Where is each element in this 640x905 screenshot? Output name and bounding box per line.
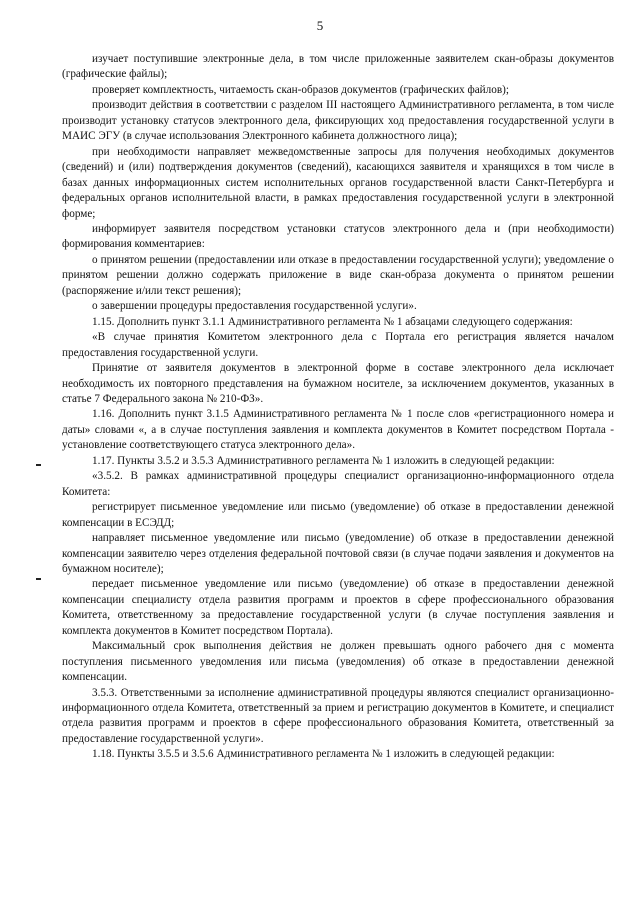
paragraph: о принятом решении (предоставлении или отказе в предоставлении государственной услуги); уведомление о принятом решении должно содержать приложение в виде скан-образа документа о принятом решении (распоряжение и/или текст решения); bbox=[62, 253, 614, 297]
paragraph: передает письменное уведомление или письмо (уведомление) об отказе в предоставлении денежной компенсации специалисту отдела развития программ и проектов в сфере профессионального образования Комитета, ответственному за предоставление государственной услуги (в случае поступления заявления и комплекта документов в Комитет посредством Портала). bbox=[62, 578, 614, 637]
paragraph: регистрирует письменное уведомление или письмо (уведомление) об отказе в предоставлении денежной компенсации в ЕСЭДД; bbox=[62, 501, 614, 529]
page-number: 5 bbox=[316, 18, 324, 33]
paragraph: 3.5.3. Ответственными за исполнение административной процедуры являются специалист организационно-информационного отдела Комитета, ответственный за прием и регистрацию документов в Комитете, и специалист отдела развития программ и проектов в сфере профессионального образования Комитета, ответственный за предоставление государственной услуги». bbox=[62, 686, 614, 745]
paragraph: Принятие от заявителя документов в электронной форме в составе электронного дела исключает необходимость их повторного представления на бумажном носителе, за исключением документов, указанных в статье 7 Федерального закона № 210-ФЗ». bbox=[62, 362, 614, 405]
paragraph: проверяет комплектность, читаемость скан-образов документов (графических файлов); bbox=[92, 83, 509, 96]
paragraph: производит действия в соответствии с разделом III настоящего Административного регламента, в том числе производит установку статусов электронного дела, фиксирующих ход предоставления государственной услуги в МАИС ЭГУ (в случае использования Электронного кабинета должностного лица); bbox=[62, 99, 614, 143]
paragraph: 1.18. Пункты 3.5.5 и 3.5.6 Административного регламента № 1 изложить в следующей редакции: bbox=[92, 748, 555, 761]
paragraph: 1.17. Пункты 3.5.2 и 3.5.3 Административного регламента № 1 изложить в следующей редакции: bbox=[92, 454, 555, 467]
paragraph: «3.5.2. В рамках административной процедуры специалист организационно-информационного отдела Комитета: bbox=[62, 470, 614, 498]
scan-mark bbox=[36, 464, 41, 466]
paragraph: «В случае принятия Комитетом электронного дела с Портала его регистрация является началом предоставления государственной услуги. bbox=[62, 331, 614, 359]
paragraph: 1.15. Дополнить пункт 3.1.1 Административного регламента № 1 абзацами следующего содержания: bbox=[92, 315, 573, 328]
paragraph: при необходимости направляет межведомственные запросы для получения необходимых документов (сведений) и (или) подтверждения документов (сведений), касающихся заявителя и хранящихся в том числе в базах данных информационных систем исполнительных органов государственной власти Санкт-Петербурга и федеральных органов исполнительной власти, в рамках предоставления государственной услуги в электронной форме; bbox=[62, 145, 614, 220]
paragraph: 1.16. Дополнить пункт 3.1.5 Административного регламента № 1 после слов «регистрационного номера и даты» словами «, а в случае поступления заявления и комплекта документов в Комитет посредством Портала - установление соответствующего статуса электронного дела». bbox=[62, 408, 614, 452]
paragraph: направляет письменное уведомление или письмо (уведомление) об отказе в предоставлении денежной компенсации заявителю через отделения федеральной почтовой связи (в случае подачи заявления и документов на бумажном носителе); bbox=[62, 532, 614, 575]
paragraph: о завершении процедуры предоставления государственной услуги». bbox=[92, 300, 417, 313]
paragraph: информирует заявителя посредством установки статусов электронного дела и (при необходимости) формирования комментариев: bbox=[62, 222, 614, 251]
document-body bbox=[62, 52, 614, 763]
paragraph: Максимальный срок выполнения действия не должен превышать одного рабочего дня с момента поступления письменного уведомления или письма (уведомления) об отказе в предоставлении денежной компенсации. bbox=[62, 640, 614, 684]
scan-mark bbox=[36, 578, 41, 580]
paragraph: изучает поступившие электронные дела, в том числе приложенные заявителем скан-образы документов (графические файлы); bbox=[62, 53, 614, 81]
